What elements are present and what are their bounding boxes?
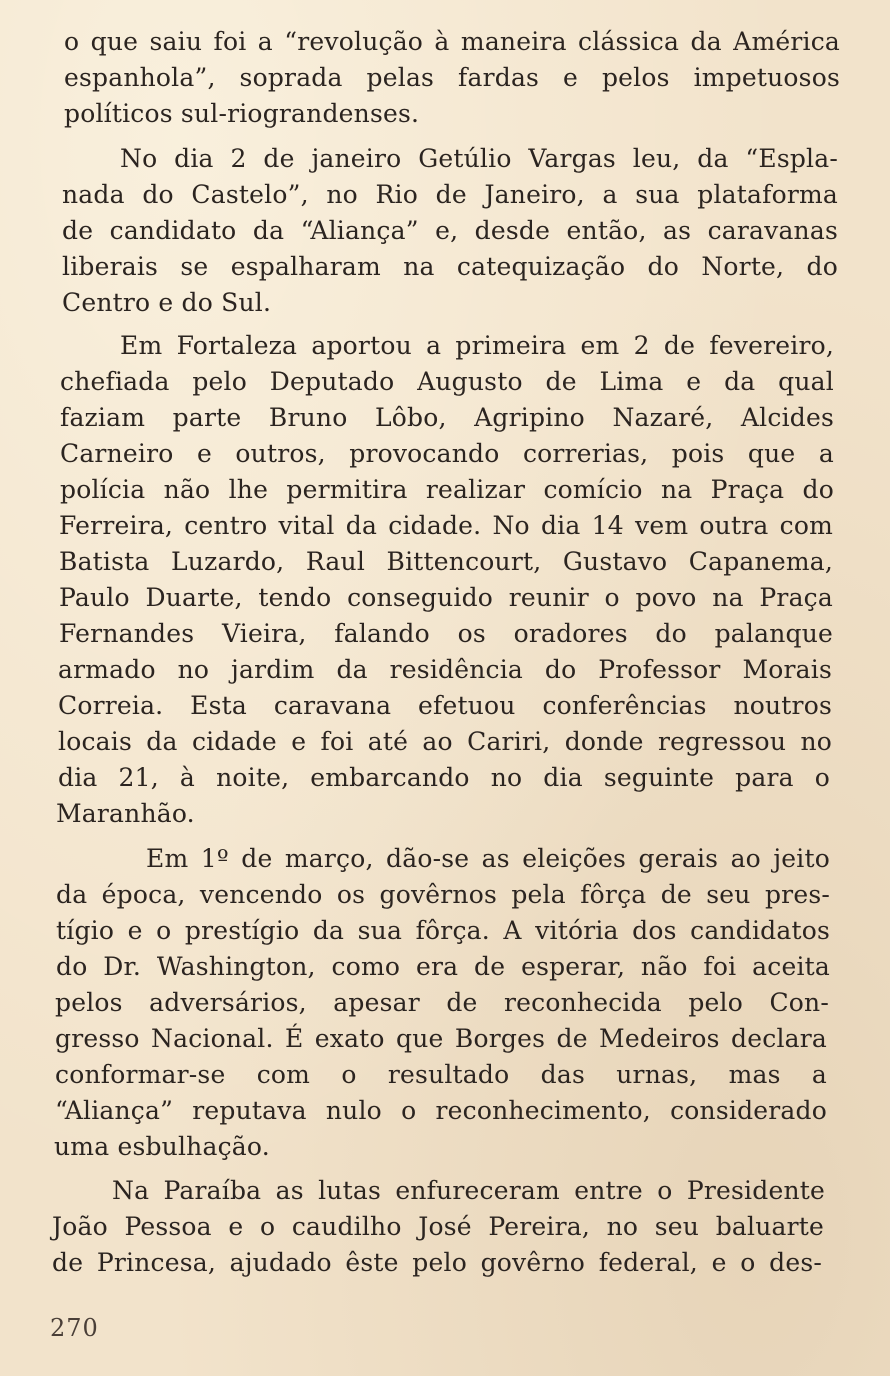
text-line: conformar-se com o resultado das urnas, mas a bbox=[55, 1060, 827, 1089]
text-line: “Aliança” reputava nulo o reconhecimento, considerado bbox=[55, 1096, 827, 1125]
text-line: Na Paraíba as lutas enfureceram entre o Presidente bbox=[112, 1176, 825, 1205]
text-line: Batista Luzardo, Raul Bittencourt, Gustavo Capanema, bbox=[59, 547, 833, 576]
text-line: Correia. Esta caravana efetuou conferências noutros bbox=[58, 691, 832, 720]
text-line: faziam parte Bruno Lôbo, Agripino Nazaré, Alcides bbox=[60, 403, 834, 432]
text-line: o que saiu foi a “revolução à maneira clássica da América bbox=[64, 27, 840, 56]
text-line: uma esbulhação. bbox=[54, 1132, 270, 1161]
text-line: Carneiro e outros, provocando correrias, pois que a bbox=[60, 439, 834, 468]
text-line: nada do Castelo”, no Rio de Janeiro, a sua plataforma bbox=[62, 180, 838, 209]
text-line: locais da cidade e foi até ao Cariri, donde regressou no bbox=[58, 727, 832, 756]
text-line: de Princesa, ajudado êste pelo govêrno federal, e o des- bbox=[52, 1248, 822, 1277]
text-line: pelos adversários, apesar de reconhecida pelo Con- bbox=[55, 988, 829, 1017]
text-line: dia 21, à noite, embarcando no dia seguinte para o bbox=[58, 763, 830, 792]
text-line: do Dr. Washington, como era de esperar, não foi aceita bbox=[56, 952, 830, 981]
text-line: João Pessoa e o caudilho José Pereira, no seu baluarte bbox=[52, 1212, 824, 1241]
text-line: tígio e o prestígio da sua fôrça. A vitória dos candidatos bbox=[56, 916, 830, 945]
text-line: políticos sul-riograndenses. bbox=[64, 99, 420, 128]
text-line: Em 1º de março, dão-se as eleições gerais ao jeito bbox=[146, 844, 830, 873]
page-number: 270 bbox=[50, 1314, 99, 1342]
text-line: chefiada pelo Deputado Augusto de Lima e da qual bbox=[60, 367, 834, 396]
text-line: polícia não lhe permitira realizar comício na Praça do bbox=[60, 475, 834, 504]
text-line: espanhola”, soprada pelas fardas e pelos impetuosos bbox=[64, 63, 840, 92]
text-line: Em Fortaleza aportou a primeira em 2 de fevereiro, bbox=[120, 331, 834, 360]
text-line: Centro e do Sul. bbox=[62, 288, 272, 317]
text-line: Ferreira, centro vital da cidade. No dia 14 vem outra com bbox=[59, 511, 833, 540]
text-line: da época, vencendo os govêrnos pela fôrça de seu pres- bbox=[56, 880, 830, 909]
text-line: liberais se espalharam na catequização do Norte, do bbox=[62, 252, 838, 281]
text-line: Paulo Duarte, tendo conseguido reunir o povo na Praça bbox=[59, 583, 833, 612]
text-line: No dia 2 de janeiro Getúlio Vargas leu, da “Espla- bbox=[120, 144, 838, 173]
text-line: Maranhão. bbox=[56, 799, 195, 828]
text-line: Fernandes Vieira, falando os oradores do palanque bbox=[59, 619, 833, 648]
text-line: gresso Nacional. É exato que Borges de Medeiros declara bbox=[55, 1024, 827, 1053]
text-line: de candidato da “Aliança” e, desde então, as caravanas bbox=[62, 216, 838, 245]
text-line: armado no jardim da residência do Professor Morais bbox=[58, 655, 832, 684]
